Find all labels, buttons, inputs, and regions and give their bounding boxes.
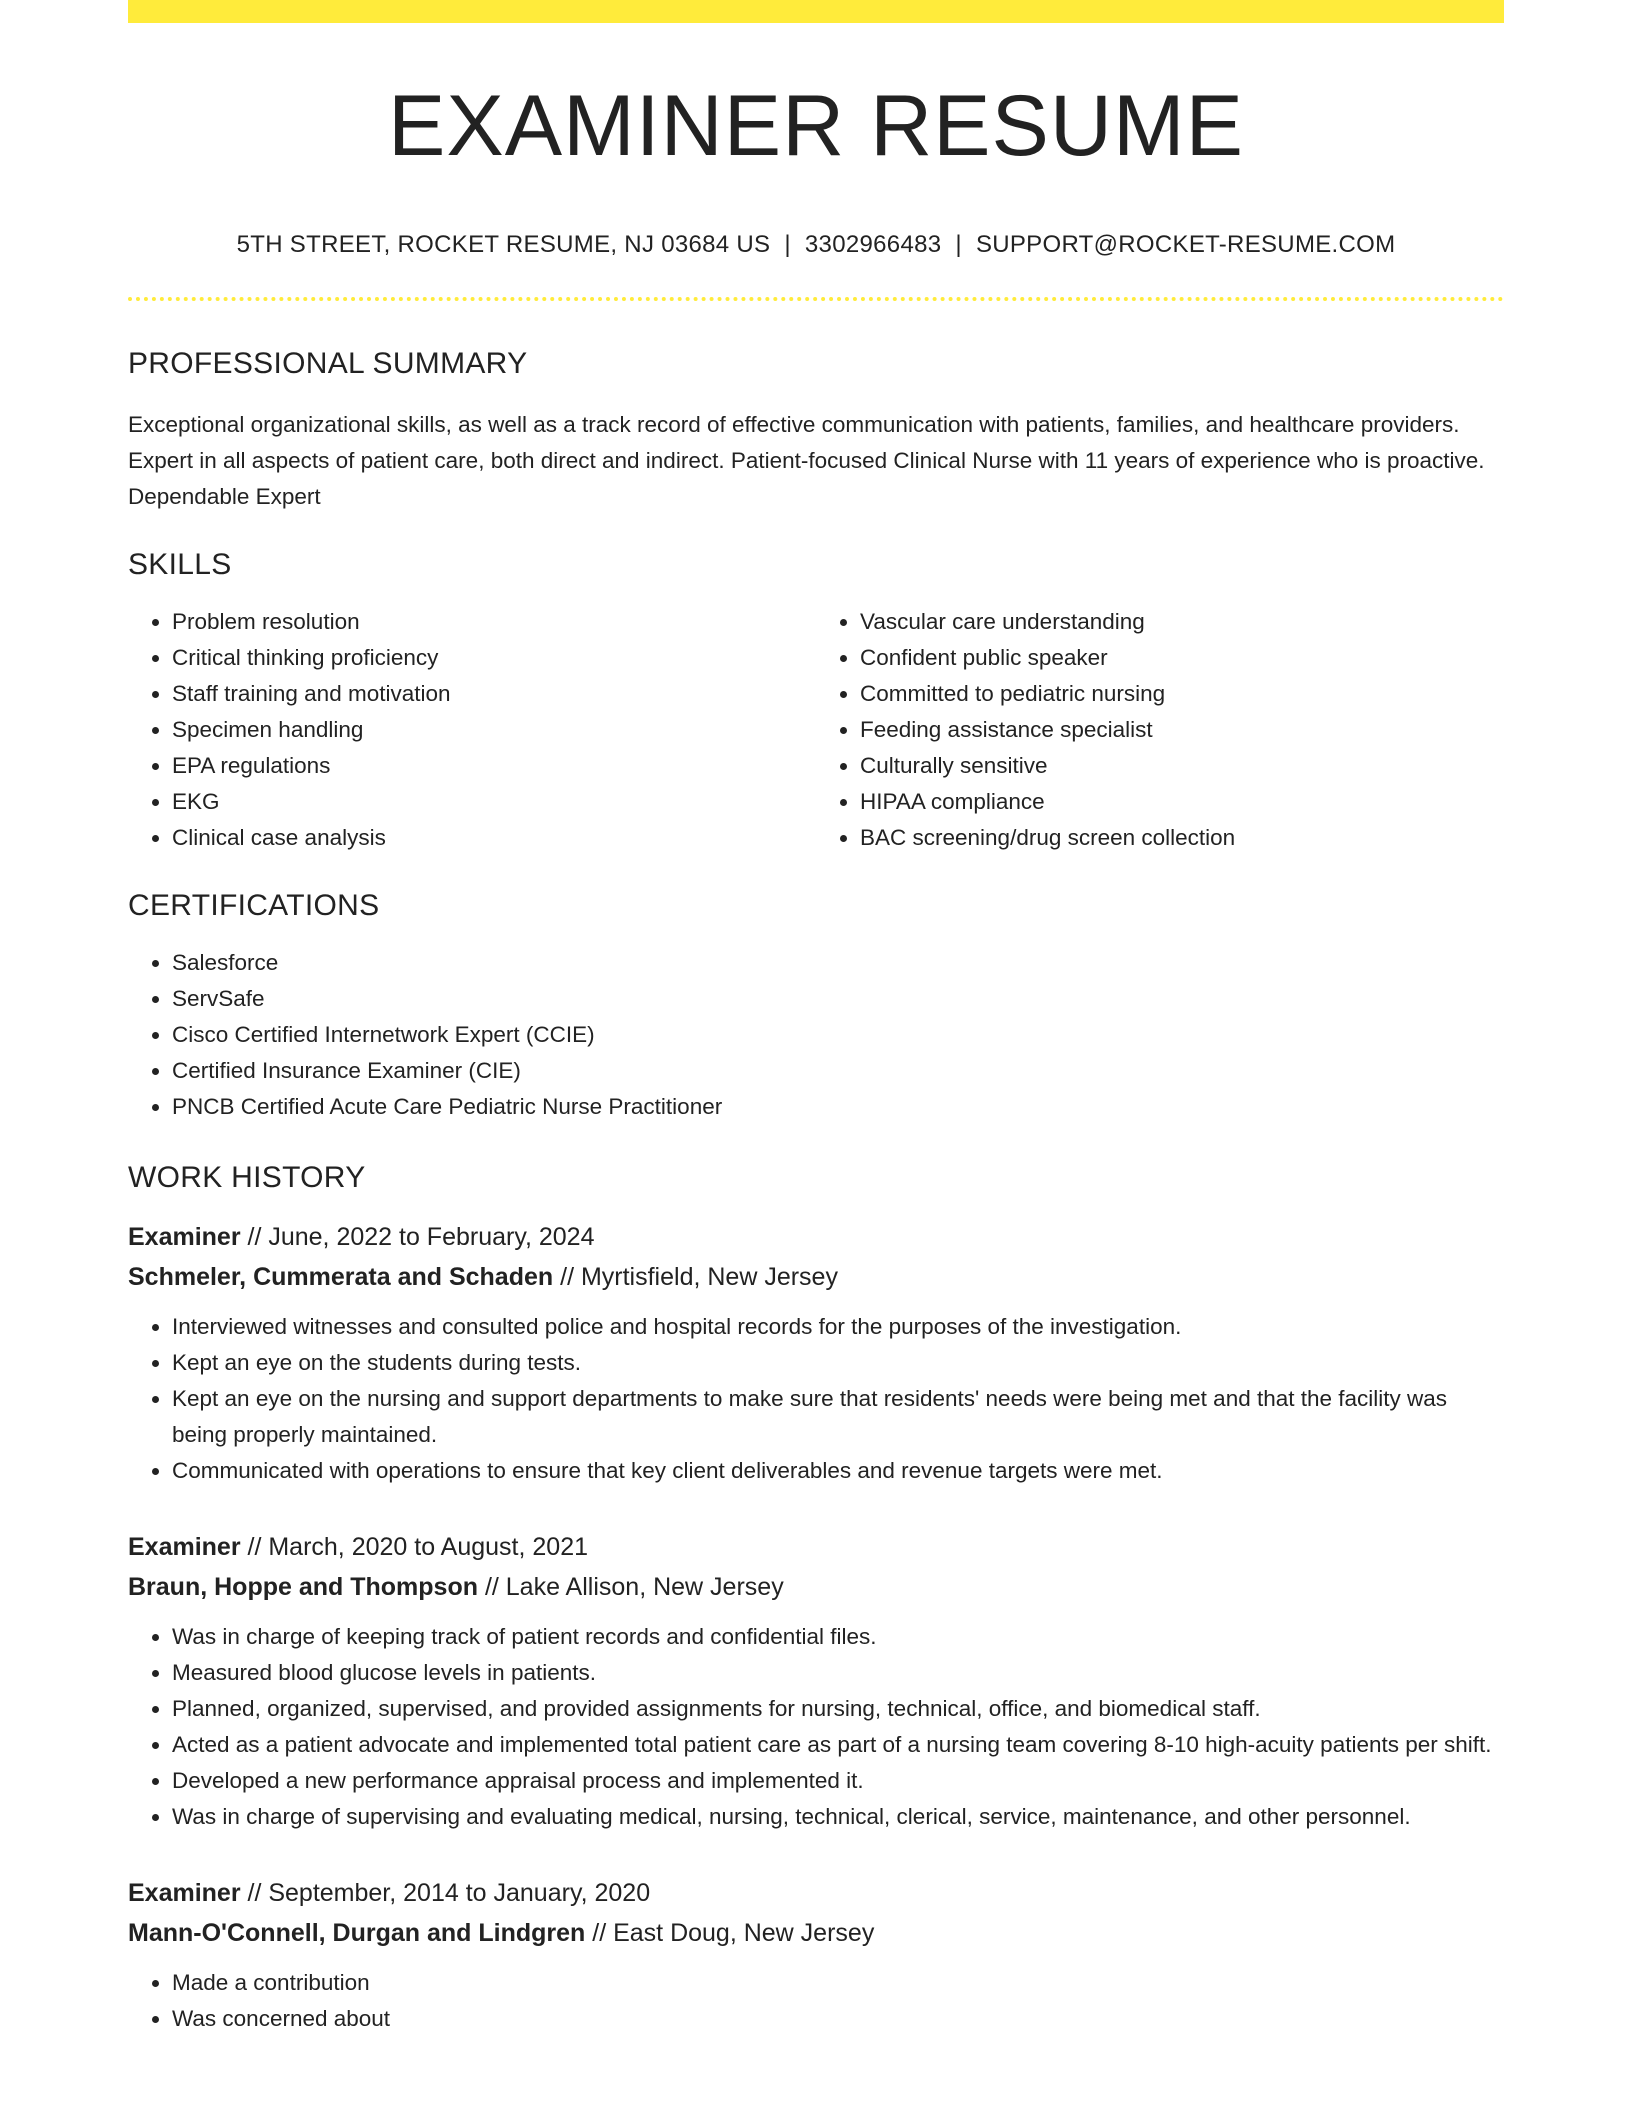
job-bullet: • Communicated with operations to ensure that key client deliverables and revenue targets were met. <box>172 1453 1504 1489</box>
job-dates: // June, 2022 to February, 2024 <box>240 1223 595 1251</box>
job-location: // Myrtisfield, New Jersey <box>553 1263 838 1291</box>
skill-item: • BAC screening/drug screen collection <box>860 820 1504 856</box>
job-role-line <box>128 1527 1504 1567</box>
job-company-line <box>128 1567 1504 1607</box>
certification-item: • Certified Insurance Examiner (CIE) <box>172 1053 1504 1089</box>
work-history-heading: WORK HISTORY <box>128 1161 366 1194</box>
contact-line <box>128 231 1504 259</box>
job-role-line <box>128 1217 1504 1257</box>
certifications-list <box>128 945 1504 1125</box>
job-bullet: • Developed a new performance appraisal process and implemented it. <box>172 1763 1504 1799</box>
job-role: Examiner <box>128 1223 241 1251</box>
job-role: Examiner <box>128 1879 241 1907</box>
job-dates: // March, 2020 to August, 2021 <box>240 1533 589 1561</box>
skill-item: • Specimen handling <box>172 712 816 748</box>
resume-title: EXAMINER RESUME <box>387 78 1245 174</box>
job-bullet: • Planned, organized, supervised, and provided assignments for nursing, technical, office, and biomedical staff. <box>172 1691 1504 1727</box>
skill-item: • EPA regulations <box>172 748 816 784</box>
top-accent-bar <box>128 0 1504 23</box>
job-bullets <box>128 1619 1504 1835</box>
job-dates: // September, 2014 to January, 2020 <box>240 1879 651 1907</box>
contact-phone: 3302966483 <box>804 231 942 258</box>
job-entry <box>128 1217 1504 1489</box>
skill-item: • Clinical case analysis <box>172 820 816 856</box>
contact-separator: | <box>784 231 791 258</box>
skill-item: • Confident public speaker <box>860 640 1504 676</box>
skills-columns <box>128 604 1504 856</box>
job-bullets <box>128 1309 1504 1489</box>
skills-list-right <box>816 604 1504 856</box>
dotted-divider <box>128 297 1504 301</box>
skill-item: • Staff training and motivation <box>172 676 816 712</box>
certification-item: • PNCB Certified Acute Care Pediatric Nurse Practitioner <box>172 1089 1504 1125</box>
job-location: // East Doug, New Jersey <box>585 1919 875 1947</box>
job-bullet: • Kept an eye on the nursing and support departments to make sure that residents' needs were being met and that the facility was being properly maintained. <box>172 1381 1504 1453</box>
job-bullet: • Was concerned about <box>172 2001 1504 2037</box>
job-company: Braun, Hoppe and Thompson <box>128 1573 478 1601</box>
job-bullet: • Made a contribution <box>172 1965 1504 2001</box>
job-bullet: • Kept an eye on the students during tests. <box>172 1345 1504 1381</box>
job-bullet: • Measured blood glucose levels in patients. <box>172 1655 1504 1691</box>
job-company: Schmeler, Cummerata and Schaden <box>128 1263 554 1291</box>
certification-item: • ServSafe <box>172 981 1504 1017</box>
job-location: // Lake Allison, New Jersey <box>478 1573 784 1601</box>
skill-item: • Committed to pediatric nursing <box>860 676 1504 712</box>
summary-heading: PROFESSIONAL SUMMARY <box>128 347 528 380</box>
skill-item: • Problem resolution <box>172 604 816 640</box>
certification-item: • Salesforce <box>172 945 1504 981</box>
job-role: Examiner <box>128 1533 241 1561</box>
certifications-heading: CERTIFICATIONS <box>128 889 380 922</box>
certification-item: • Cisco Certified Internetwork Expert (CCIE) <box>172 1017 1504 1053</box>
job-bullet: • Was in charge of supervising and evaluating medical, nursing, technical, clerical, service, maintenance, and other personnel. <box>172 1799 1504 1835</box>
skills-heading: SKILLS <box>128 548 232 581</box>
job-entry <box>128 1873 1504 2037</box>
job-company-line <box>128 1913 1504 1953</box>
resume-page <box>128 0 1504 2037</box>
contact-email: SUPPORT@ROCKET-RESUME.COM <box>975 231 1396 258</box>
job-entry <box>128 1527 1504 1835</box>
job-company-line <box>128 1257 1504 1297</box>
skills-list-left <box>128 604 816 856</box>
job-bullets <box>128 1965 1504 2037</box>
job-company: Mann-O'Connell, Durgan and Lindgren <box>128 1919 586 1947</box>
contact-address: 5TH STREET, ROCKET RESUME, NJ 03684 US <box>236 231 771 258</box>
contact-separator: | <box>955 231 962 258</box>
summary-text: Exceptional organizational skills, as well as a track record of effective communication with patients, families, and healthcare providers. Expert in all aspects of patient care, both direct and indirect. Patient-focused Clinical Nurse with 11 years of experience who is proactive. Dependable Expert <box>128 412 1485 509</box>
skill-item: • EKG <box>172 784 816 820</box>
job-bullet: • Acted as a patient advocate and implemented total patient care as part of a nursing team covering 8-10 high-acuity patients per shift. <box>172 1727 1504 1763</box>
skill-item: • Vascular care understanding <box>860 604 1504 640</box>
skill-item: • Critical thinking proficiency <box>172 640 816 676</box>
skill-item: • HIPAA compliance <box>860 784 1504 820</box>
job-bullet: • Interviewed witnesses and consulted police and hospital records for the purposes of the investigation. <box>172 1309 1504 1345</box>
job-role-line <box>128 1873 1504 1913</box>
skill-item: • Culturally sensitive <box>860 748 1504 784</box>
job-bullet: • Was in charge of keeping track of patient records and confidential files. <box>172 1619 1504 1655</box>
skill-item: • Feeding assistance specialist <box>860 712 1504 748</box>
